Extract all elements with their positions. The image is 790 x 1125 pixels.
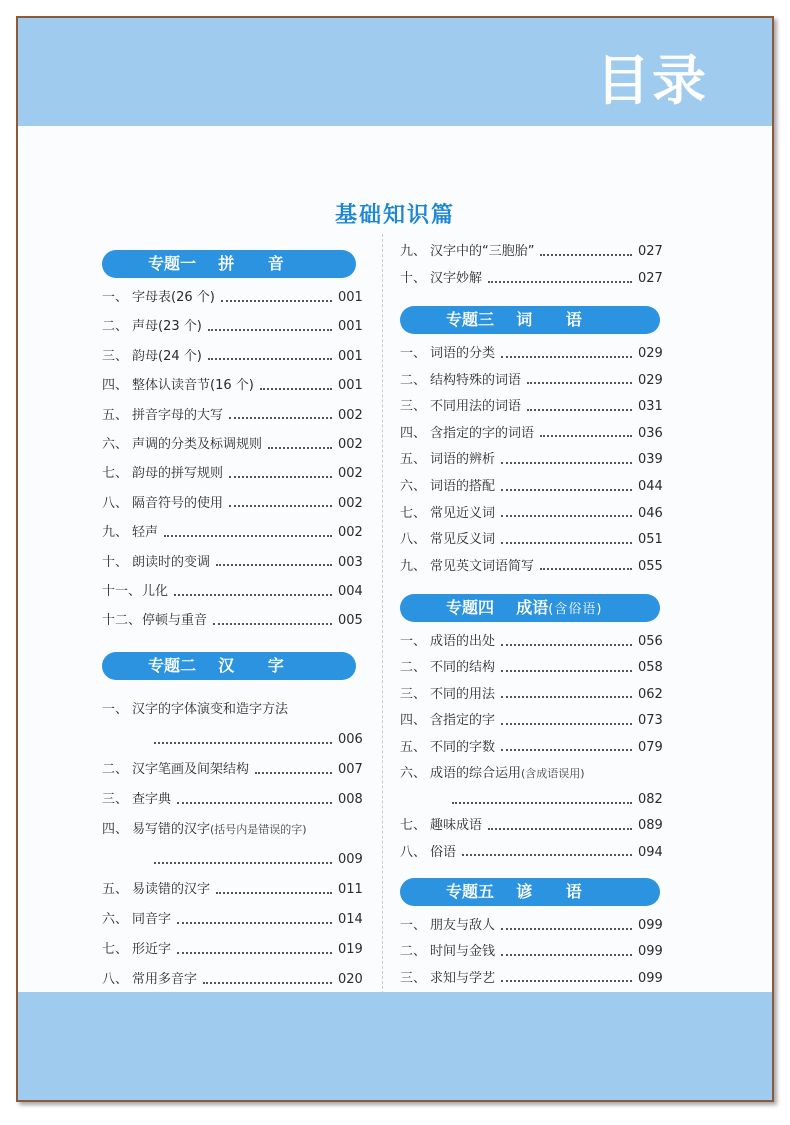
entry-title — [430, 711, 495, 731]
leader-dots — [501, 461, 632, 464]
leader-dots — [501, 953, 632, 956]
entry-number: 三、 — [400, 399, 427, 415]
entry-number: 八、 — [102, 972, 129, 987]
entry-title-text: 查字典 — [132, 792, 172, 807]
leader-dots — [229, 416, 332, 419]
entry-number: 二、 — [400, 660, 427, 676]
entry-title — [430, 557, 534, 577]
entry-title — [430, 242, 534, 262]
leader-dots — [221, 299, 332, 302]
entry-title-text: 易读错的汉字 — [132, 882, 211, 897]
toc-entry[interactable] — [102, 317, 362, 337]
entry-title-text: 求知与学艺 — [430, 970, 496, 986]
section-header — [102, 652, 356, 680]
entry-title — [132, 820, 307, 840]
entry-page-number: 002 — [338, 407, 363, 423]
entry-page-number: 029 — [638, 372, 663, 388]
toc-entry[interactable] — [102, 494, 362, 514]
toc-content — [18, 126, 772, 992]
entry-title-text: 形近字 — [132, 942, 172, 957]
entry-number: 二、 — [102, 319, 129, 335]
toc-entry[interactable] — [102, 464, 362, 484]
leader-dots — [462, 853, 632, 856]
entry-title-text: 整体认读音节(16 个) — [132, 378, 254, 394]
leader-dots — [501, 355, 632, 358]
leader-dots — [268, 446, 332, 449]
toc-entry-continuation[interactable] — [102, 730, 362, 750]
toc-entry[interactable] — [400, 969, 662, 989]
toc-entry[interactable] — [400, 424, 662, 444]
leader-dots — [177, 801, 332, 804]
entry-title — [430, 764, 585, 784]
toc-entry[interactable] — [102, 288, 362, 308]
entry-number: 七、 — [102, 466, 129, 482]
entry-page-number: 005 — [338, 613, 363, 629]
entry-title — [132, 553, 210, 573]
entry-number: 四、 — [102, 822, 129, 837]
entry-title — [132, 970, 197, 990]
toc-entry[interactable] — [400, 632, 662, 652]
entry-title — [132, 288, 215, 308]
entry-title — [430, 450, 495, 470]
toc-entry[interactable] — [102, 790, 362, 810]
entry-page-number: 006 — [338, 732, 363, 747]
leader-dots — [177, 921, 332, 924]
leader-dots — [216, 891, 332, 894]
toc-entry[interactable] — [400, 738, 662, 758]
entry-title-text: 词语的分类 — [430, 346, 496, 361]
entry-page-number: 082 — [638, 792, 663, 807]
entry-title — [142, 611, 207, 631]
toc-entry[interactable] — [400, 477, 662, 497]
entry-title-text: 不同用法的词语 — [430, 399, 522, 415]
entry-title-text: 拼音字母的大写 — [132, 407, 224, 423]
entry-number: 一、 — [400, 634, 427, 649]
entry-number: 五、 — [102, 407, 129, 423]
entry-page-number: 031 — [638, 399, 663, 415]
entry-page-number: 019 — [338, 942, 363, 957]
entry-page-number: 002 — [338, 437, 363, 452]
entry-title — [132, 376, 254, 396]
toc-entry[interactable] — [400, 942, 662, 962]
section-label: 专题四 成语 — [446, 598, 549, 617]
section-header — [400, 306, 660, 334]
entry-number: 三、 — [102, 792, 129, 807]
entry-title-text: 不同的结构 — [430, 660, 496, 676]
leader-dots — [501, 488, 632, 491]
entry-page-number: 027 — [638, 244, 663, 259]
entry-page-number: 014 — [338, 912, 363, 927]
leader-dots — [540, 253, 632, 256]
entry-number: 七、 — [400, 818, 427, 834]
entry-page-number: 003 — [338, 554, 363, 570]
entry-title — [132, 347, 202, 367]
entry-title-text: 韵母(24 个) — [132, 348, 202, 364]
page-title: 目录 — [596, 49, 708, 112]
entry-title-text: 常用多音字 — [132, 972, 198, 987]
entry-title-text: 不同的用法 — [430, 686, 496, 702]
entry-title-text: 不同的字数 — [430, 739, 496, 755]
entry-number: 五、 — [400, 739, 427, 755]
entry-title — [132, 523, 158, 543]
entry-page-number: 039 — [638, 452, 663, 468]
entry-page-number: 055 — [638, 558, 663, 574]
entry-title — [430, 843, 456, 863]
entry-page-number: 044 — [638, 479, 663, 494]
toc-entry[interactable] — [102, 347, 362, 367]
entry-title-text: 韵母的拼写规则 — [132, 466, 224, 482]
leader-dots — [203, 981, 332, 984]
entry-title-text: 汉字中的“三胞胎” — [430, 244, 535, 259]
toc-entry[interactable] — [400, 397, 662, 417]
entry-title-text: 成语的综合运用 — [430, 766, 522, 781]
entry-page-number: 073 — [638, 713, 663, 729]
entry-note: (括号内是错误的字) — [210, 823, 307, 836]
footer-band — [18, 992, 772, 1102]
leader-dots — [527, 381, 632, 384]
entry-title — [132, 700, 288, 720]
entry-page-number: 002 — [338, 466, 363, 482]
toc-entry[interactable] — [102, 760, 362, 780]
leader-dots — [501, 722, 632, 725]
toc-entry[interactable] — [102, 523, 362, 543]
entry-page-number: 058 — [638, 660, 663, 676]
toc-entry[interactable] — [102, 910, 362, 930]
toc-entry[interactable] — [102, 553, 362, 573]
entry-title — [132, 760, 249, 780]
entry-title-text: 含指定的字 — [430, 713, 496, 729]
entry-number: 三、 — [400, 970, 427, 986]
entry-title-text: 声调的分类及标调规则 — [132, 437, 263, 452]
entry-title-text: 同音字 — [132, 912, 172, 927]
section-header — [400, 594, 660, 622]
entry-title-text: 趣味成语 — [430, 818, 483, 834]
entry-title-text: 轻声 — [132, 525, 159, 541]
section-label: 专题五 谚 语 — [446, 882, 582, 901]
toc-entry[interactable] — [400, 843, 662, 863]
entry-number: 五、 — [400, 452, 427, 468]
entry-title — [430, 424, 534, 444]
leader-dots — [229, 475, 332, 478]
toc-entry[interactable] — [400, 530, 662, 550]
entry-title — [142, 582, 168, 602]
toc-entry[interactable] — [400, 658, 662, 678]
leader-dots — [501, 927, 632, 930]
entry-number: 八、 — [400, 844, 427, 860]
entry-title — [430, 738, 495, 758]
toc-entry[interactable] — [400, 504, 662, 524]
toc-entry[interactable] — [102, 940, 362, 960]
leader-dots — [540, 567, 632, 570]
entry-page-number: 079 — [638, 739, 663, 755]
entry-number: 七、 — [102, 942, 129, 957]
toc-entry[interactable] — [400, 450, 662, 470]
part-title: 基础知识篇 — [334, 203, 455, 228]
entry-page-number: 004 — [338, 584, 363, 599]
entry-page-number: 029 — [638, 346, 663, 361]
leader-dots — [213, 622, 332, 625]
entry-number: 二、 — [400, 372, 427, 388]
entry-title — [430, 969, 495, 989]
entry-title-text: 易写错的汉字 — [132, 822, 211, 837]
toc-entry[interactable] — [102, 700, 362, 720]
entry-page-number: 046 — [638, 505, 663, 521]
entry-number: 六、 — [400, 766, 427, 781]
entry-page-number: 001 — [338, 378, 363, 394]
entry-number: 九、 — [400, 558, 427, 574]
leader-dots — [208, 328, 332, 331]
entry-number: 一、 — [102, 290, 129, 305]
leader-dots — [501, 541, 632, 544]
column-divider — [382, 234, 383, 994]
leader-dots — [540, 434, 632, 437]
entry-title — [430, 658, 495, 678]
entry-title-text: 隔音符号的使用 — [132, 495, 224, 511]
entry-title — [430, 344, 495, 364]
entry-title-text: 停顿与重音 — [142, 613, 208, 629]
toc-entry[interactable] — [102, 611, 362, 631]
section-label: 专题二 汉 字 — [148, 656, 284, 675]
entry-title-text: 儿化 — [142, 584, 169, 599]
entry-number: 十、 — [102, 554, 129, 570]
leader-dots — [501, 514, 632, 517]
entry-title-text: 成语的出处 — [430, 634, 496, 649]
entry-title — [430, 816, 482, 836]
entry-page-number: 056 — [638, 634, 663, 649]
entry-number: 二、 — [400, 944, 427, 960]
leader-dots — [488, 827, 632, 830]
section-label-note: (含俗语) — [548, 602, 603, 617]
entry-number: 五、 — [102, 882, 129, 897]
entry-title — [430, 269, 482, 289]
entry-page-number: 002 — [338, 495, 363, 511]
entry-number: 六、 — [400, 479, 427, 494]
leader-dots — [501, 669, 632, 672]
entry-title-text: 常见反义词 — [430, 532, 496, 548]
entry-number: 四、 — [102, 378, 129, 394]
leader-dots — [208, 357, 332, 360]
entry-number: 一、 — [400, 918, 427, 933]
leader-dots — [164, 534, 332, 537]
toc-entry[interactable] — [400, 764, 662, 784]
entry-number: 四、 — [400, 425, 427, 441]
entry-number: 二、 — [102, 762, 129, 777]
entry-number: 十二、 — [102, 613, 142, 629]
toc-entry[interactable] — [400, 916, 662, 936]
entry-number: 六、 — [102, 912, 129, 927]
leader-dots — [174, 593, 332, 596]
toc-entry[interactable] — [102, 582, 362, 602]
entry-title-text: 字母表(26 个) — [132, 290, 215, 305]
entry-page-number: 099 — [638, 944, 663, 960]
page — [16, 16, 774, 1102]
entry-title-text: 含指定的字的词语 — [430, 425, 535, 441]
entry-page-number: 001 — [338, 348, 363, 364]
entry-title — [430, 632, 495, 652]
toc-entry[interactable] — [102, 880, 362, 900]
entry-page-number: 094 — [638, 844, 663, 860]
entry-page-number: 001 — [338, 319, 363, 335]
entry-title — [132, 940, 171, 960]
entry-title — [132, 406, 223, 426]
entry-page-number: 020 — [338, 972, 363, 987]
toc-entry[interactable] — [102, 376, 362, 396]
entry-number: 七、 — [400, 505, 427, 521]
toc-entry[interactable] — [400, 816, 662, 836]
entry-title-text: 朗读时的变调 — [132, 554, 211, 570]
entry-number: 八、 — [400, 532, 427, 548]
entry-number: 十一、 — [102, 584, 142, 599]
toc-entry[interactable] — [102, 820, 362, 840]
entry-number: 九、 — [102, 525, 129, 541]
leader-dots — [216, 563, 332, 566]
leader-dots — [501, 643, 632, 646]
toc-entry[interactable] — [400, 269, 662, 289]
toc-entry-continuation[interactable] — [102, 850, 362, 870]
entry-title-text: 汉字笔画及间架结构 — [132, 762, 250, 777]
entry-page-number: 027 — [638, 271, 663, 286]
entry-title-text: 常见近义词 — [430, 505, 496, 521]
leader-dots — [177, 951, 332, 954]
entry-number: 三、 — [400, 686, 427, 702]
entry-note: (含成语误用) — [521, 767, 585, 780]
entry-title-text: 词语的搭配 — [430, 479, 496, 494]
entry-number: 六、 — [102, 437, 129, 452]
toc-entry-continuation[interactable] — [400, 790, 662, 810]
entry-number: 十、 — [400, 271, 427, 286]
toc-entry[interactable] — [400, 242, 662, 262]
entry-title-text: 时间与金钱 — [430, 944, 496, 960]
entry-title — [430, 916, 495, 936]
entry-title — [430, 477, 495, 497]
entry-title — [430, 942, 495, 962]
entry-page-number: 007 — [338, 762, 363, 777]
entry-page-number: 011 — [338, 882, 363, 897]
entry-page-number: 089 — [638, 818, 663, 834]
leader-dots — [527, 408, 632, 411]
section-label: 专题三 词 语 — [446, 310, 582, 329]
entry-page-number: 062 — [638, 686, 663, 702]
entry-number: 一、 — [102, 702, 129, 717]
entry-page-number: 051 — [638, 532, 663, 548]
toc-entry[interactable] — [102, 435, 362, 455]
entry-title — [132, 910, 171, 930]
entry-page-number: 009 — [338, 852, 363, 867]
entry-number: 一、 — [400, 346, 427, 361]
entry-number: 八、 — [102, 495, 129, 511]
entry-title — [132, 317, 202, 337]
entry-title-text: 常见英文词语简写 — [430, 558, 535, 574]
entry-title-text: 俗语 — [430, 844, 457, 860]
section-header — [102, 250, 356, 278]
entry-page-number: 008 — [338, 792, 363, 807]
section-header — [400, 878, 660, 906]
entry-title-text: 朋友与敌人 — [430, 918, 496, 933]
entry-page-number: 036 — [638, 425, 663, 441]
entry-title — [430, 504, 495, 524]
leader-dots — [501, 695, 632, 698]
entry-number: 三、 — [102, 348, 129, 364]
entry-title — [132, 464, 223, 484]
entry-number: 四、 — [400, 713, 427, 729]
header-band — [18, 18, 772, 126]
entry-title-text: 声母(23 个) — [132, 319, 202, 335]
leader-dots — [154, 861, 332, 864]
toc-entry[interactable] — [400, 557, 662, 577]
entry-title — [430, 371, 521, 391]
leader-dots — [501, 748, 632, 751]
entry-title — [132, 880, 210, 900]
leader-dots — [452, 801, 632, 804]
leader-dots — [260, 387, 332, 390]
entry-title — [430, 685, 495, 705]
entry-page-number: 099 — [638, 918, 663, 933]
entry-page-number: 001 — [338, 290, 363, 305]
toc-entry[interactable] — [400, 685, 662, 705]
toc-entry[interactable] — [400, 344, 662, 364]
leader-dots — [501, 979, 632, 982]
toc-entry[interactable] — [400, 711, 662, 731]
entry-title-text: 词语的辨析 — [430, 452, 496, 468]
entry-title — [132, 790, 171, 810]
leader-dots — [488, 280, 632, 283]
section-label: 专题一 拼 音 — [148, 254, 284, 273]
toc-entry[interactable] — [400, 371, 662, 391]
entry-title — [132, 435, 262, 455]
entry-title — [430, 530, 495, 550]
leader-dots — [154, 741, 332, 744]
entry-title — [132, 494, 223, 514]
entry-number: 九、 — [400, 244, 427, 259]
toc-entry[interactable] — [102, 406, 362, 426]
leader-dots — [229, 504, 332, 507]
entry-page-number: 002 — [338, 525, 363, 541]
entry-title — [430, 397, 521, 417]
entry-title-text: 汉字的字体演变和造字方法 — [132, 702, 289, 717]
entry-title-text: 结构特殊的词语 — [430, 372, 522, 388]
entry-page-number: 099 — [638, 970, 663, 986]
leader-dots — [255, 771, 332, 774]
entry-title-text: 汉字妙解 — [430, 271, 483, 286]
toc-entry[interactable] — [102, 970, 362, 990]
